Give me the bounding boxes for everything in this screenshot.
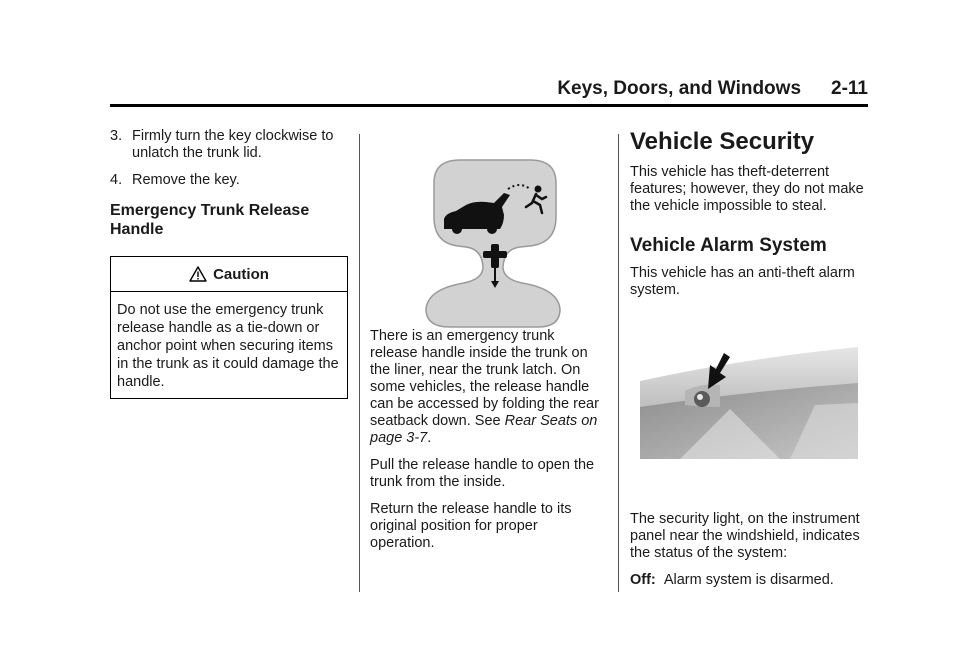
header-section: Keys, Doors, and Windows xyxy=(557,78,802,99)
paragraph: The security light, on the instrument panel near the windshield, indicates the status of the system: xyxy=(630,511,860,561)
column-1 xyxy=(110,128,348,399)
section-heading: Vehicle Alarm System xyxy=(630,235,827,256)
status-definition xyxy=(630,572,870,589)
step-text: Remove the key. xyxy=(132,172,240,188)
trunk-release-illustration xyxy=(370,128,606,328)
step-number: 3. xyxy=(110,128,123,144)
paragraph: Pull the release handle to open the trunk from the inside. xyxy=(370,457,595,490)
warning-triangle-icon xyxy=(189,266,207,282)
page-header xyxy=(110,78,868,106)
paragraph: This vehicle has theft-deterrent features; however, they do not make the vehicle impossible to steal. xyxy=(630,164,864,214)
caution-box xyxy=(110,256,348,399)
column-divider xyxy=(618,134,619,592)
column-3 xyxy=(630,128,870,589)
caution-body: Do not use the emergency trunk release handle as a tie-down or anchor point when securing items in the trunk as it could damage the handle. xyxy=(117,302,339,390)
column-divider xyxy=(359,134,360,592)
paragraph: Return the release handle to its original position for proper operation. xyxy=(370,501,572,551)
status-description: Alarm system is disarmed. xyxy=(663,572,834,588)
cross-reference: Rear Seats on page 3‑7 xyxy=(370,413,598,446)
chapter-heading: Vehicle Security xyxy=(630,128,815,155)
paragraph: This vehicle has an anti-theft alarm system. xyxy=(630,265,855,298)
column-2 xyxy=(370,128,606,552)
step-item xyxy=(110,172,348,189)
paragraph: There is an emergency trunk release handle inside the trunk on the liner, near the trunk latch. On some vehicles, the release handle can be accessed by folding the rear seatback down. See Rear Seats on page 3‑7. xyxy=(370,328,599,446)
security-light-illustration xyxy=(630,347,858,459)
header-rule xyxy=(110,104,868,107)
header-title xyxy=(557,78,868,100)
header-page-number: 2-11 xyxy=(831,78,868,99)
step-item xyxy=(110,128,348,162)
status-label: Off: xyxy=(630,572,656,588)
caution-title: Caution xyxy=(213,265,269,283)
step-number: 4. xyxy=(110,172,123,188)
caution-header xyxy=(111,257,347,292)
step-text: Firmly turn the key clockwise to unlatch the trunk lid. xyxy=(132,128,334,161)
section-heading: Emergency Trunk Release Handle xyxy=(110,202,310,238)
